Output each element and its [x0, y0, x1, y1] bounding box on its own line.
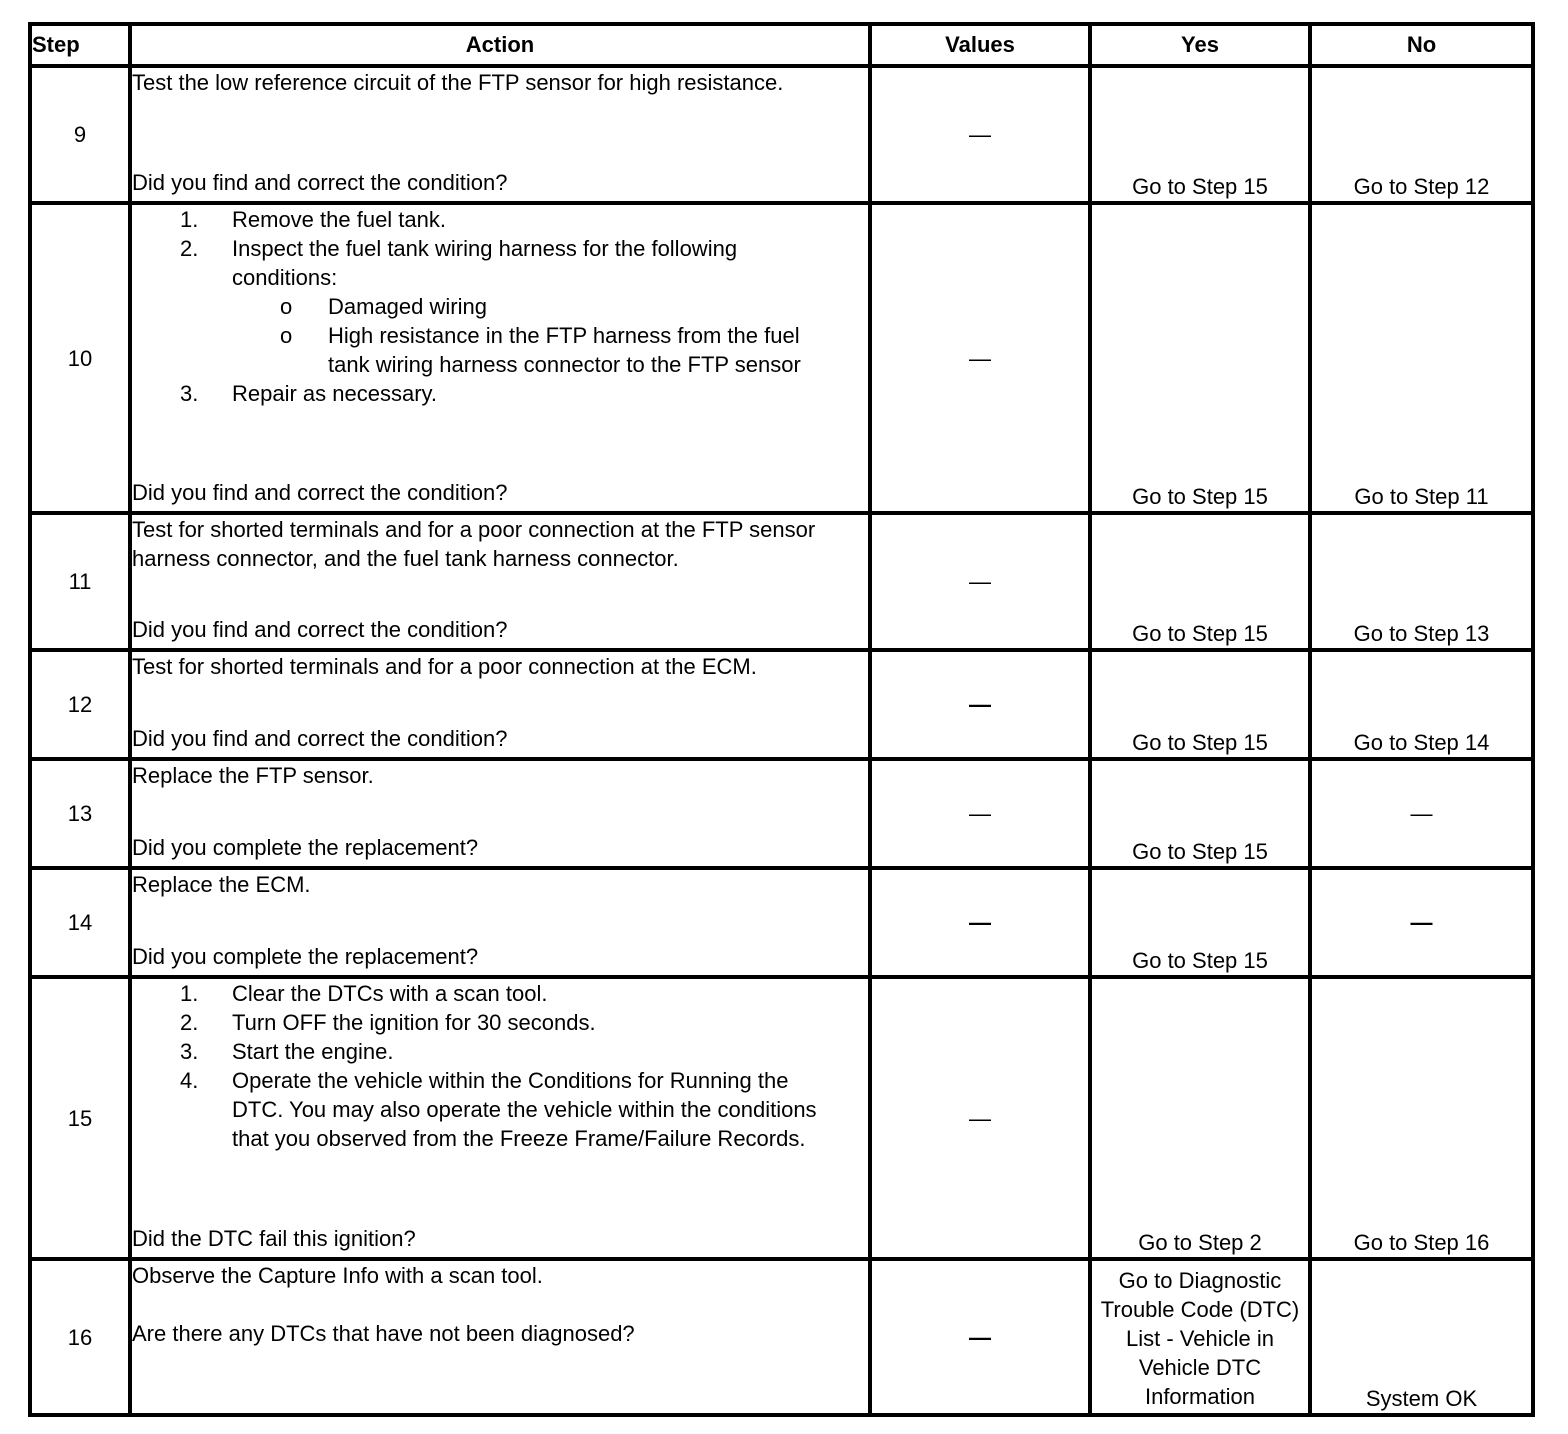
action-text: Replace the ECM. — [132, 872, 311, 897]
action-question: Did you find and correct the condition? — [132, 480, 508, 505]
col-header-action: Action — [130, 24, 870, 66]
col-header-values: Values — [870, 24, 1090, 66]
sub-list-item — [280, 321, 868, 379]
table-row — [30, 203, 1533, 513]
list-number: 3. — [180, 381, 199, 406]
yes-cell: Go to Diagnostic Trouble Code (DTC) List - Vehicle in Vehicle DTC Information — [1090, 1259, 1310, 1415]
values-cell: — — [870, 203, 1090, 513]
list-text: Start the engine. — [232, 1039, 394, 1064]
bullet: o — [280, 323, 293, 348]
action-question: Did you find and correct the condition? — [132, 617, 508, 642]
action-text: Test the low reference circuit of the FTP sensor for high resistance. — [132, 70, 784, 95]
no-cell: — — [1310, 868, 1533, 977]
step-number: 16 — [30, 1259, 130, 1415]
step-number: 11 — [30, 513, 130, 650]
col-header-yes: Yes — [1090, 24, 1310, 66]
no-cell: Go to Step 13 — [1310, 513, 1533, 650]
no-cell: Go to Step 12 — [1310, 66, 1533, 203]
list-text: Operate the vehicle within the Conditions for Running the DTC. You may also operate the vehicle within the conditions that you observed from the Freeze Frame/Failure Records. — [232, 1068, 817, 1151]
action-cell — [130, 868, 870, 977]
action-question: Did you find and correct the condition? — [132, 170, 508, 195]
table-row — [30, 513, 1533, 650]
values-cell: — — [870, 513, 1090, 650]
list-item — [180, 1066, 868, 1153]
values-cell: — — [870, 759, 1090, 868]
step-number: 14 — [30, 868, 130, 977]
action-text: Test for shorted terminals and for a poor connection at the FTP sensor harness connector, and the fuel tank harness connector. — [132, 517, 816, 571]
values-cell: — — [870, 868, 1090, 977]
yes-cell: Go to Step 15 — [1090, 203, 1310, 513]
bullet: o — [280, 294, 293, 319]
no-cell: Go to Step 14 — [1310, 650, 1533, 759]
table-row — [30, 66, 1533, 203]
action-question: Did you complete the replacement? — [132, 835, 479, 860]
action-cell — [130, 513, 870, 650]
action-cell — [130, 759, 870, 868]
values-cell: — — [870, 1259, 1090, 1415]
list-text: Inspect the fuel tank wiring harness for the following conditions: — [232, 236, 738, 290]
action-text: Replace the FTP sensor. — [132, 763, 374, 788]
action-cell — [130, 650, 870, 759]
yes-cell: Go to Step 15 — [1090, 650, 1310, 759]
list-item — [180, 979, 868, 1008]
col-header-no: No — [1310, 24, 1533, 66]
no-cell: Go to Step 11 — [1310, 203, 1533, 513]
action-steps-list — [132, 979, 868, 1153]
diagnostic-table — [28, 22, 1535, 1417]
list-item — [180, 379, 868, 408]
action-cell — [130, 1259, 870, 1415]
yes-cell: Go to Step 15 — [1090, 868, 1310, 977]
action-cell — [130, 203, 870, 513]
table-row — [30, 1259, 1533, 1415]
list-item — [180, 1008, 868, 1037]
values-cell: — — [870, 650, 1090, 759]
list-text: High resistance in the FTP harness from the fuel tank wiring harness connector to the FTP sensor — [328, 323, 801, 377]
table-row — [30, 977, 1533, 1259]
no-cell: Go to Step 16 — [1310, 977, 1533, 1259]
list-number: 1. — [180, 981, 199, 1006]
step-number: 12 — [30, 650, 130, 759]
list-number: 4. — [180, 1068, 199, 1093]
sub-list — [180, 292, 868, 379]
no-cell: — — [1310, 759, 1533, 868]
action-question: Did you complete the replacement? — [132, 944, 479, 969]
col-header-step: Step — [30, 24, 130, 66]
action-text: Test for shorted terminals and for a poor connection at the ECM. — [132, 654, 757, 679]
table-row — [30, 868, 1533, 977]
step-number: 9 — [30, 66, 130, 203]
list-text: Repair as necessary. — [232, 381, 438, 406]
action-question: Are there any DTCs that have not been diagnosed? — [132, 1321, 635, 1346]
table-row — [30, 650, 1533, 759]
values-cell: — — [870, 66, 1090, 203]
yes-cell: Go to Step 2 — [1090, 977, 1310, 1259]
list-text: Clear the DTCs with a scan tool. — [232, 981, 548, 1006]
list-item — [180, 205, 868, 234]
no-cell: System OK — [1310, 1259, 1533, 1415]
list-number: 2. — [180, 236, 199, 261]
step-number: 10 — [30, 203, 130, 513]
step-number: 13 — [30, 759, 130, 868]
step-number: 15 — [30, 977, 130, 1259]
sub-list-item — [280, 292, 868, 321]
list-text: Damaged wiring — [328, 294, 487, 319]
action-question: Did the DTC fail this ignition? — [132, 1226, 416, 1251]
yes-cell: Go to Step 15 — [1090, 759, 1310, 868]
list-number: 2. — [180, 1010, 199, 1035]
action-text: Observe the Capture Info with a scan tool. — [132, 1263, 543, 1288]
list-number: 3. — [180, 1039, 199, 1064]
action-question: Did you find and correct the condition? — [132, 726, 508, 751]
list-number: 1. — [180, 207, 199, 232]
values-cell: — — [870, 977, 1090, 1259]
table-row — [30, 759, 1533, 868]
action-cell — [130, 66, 870, 203]
list-text: Remove the fuel tank. — [232, 207, 447, 232]
list-text: Turn OFF the ignition for 30 seconds. — [232, 1010, 596, 1035]
yes-cell: Go to Step 15 — [1090, 513, 1310, 650]
action-cell — [130, 977, 870, 1259]
action-steps-list — [132, 205, 868, 408]
list-item — [180, 234, 868, 292]
header-row — [30, 24, 1533, 66]
list-item — [180, 1037, 868, 1066]
yes-cell: Go to Step 15 — [1090, 66, 1310, 203]
